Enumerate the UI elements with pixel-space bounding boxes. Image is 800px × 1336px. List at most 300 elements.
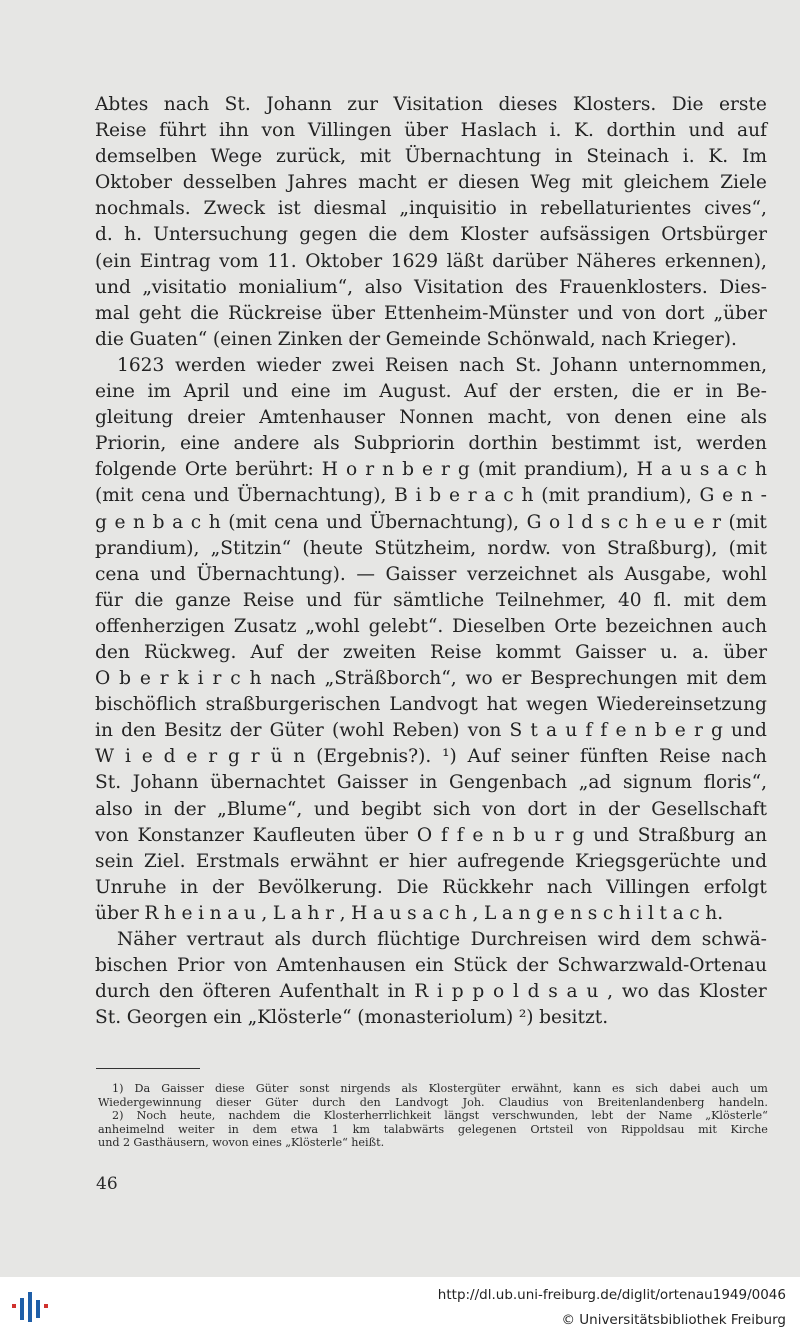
footnote-word: Gaisser (161, 1082, 204, 1095)
body-text-word: Zusatz (233, 615, 297, 637)
body-text-word: Kloster (698, 981, 767, 1003)
body-text-word: Kriegsgerüchte (574, 850, 721, 872)
footnote-line (98, 1123, 768, 1137)
body-text-word: von (622, 302, 656, 324)
body-text-word: Gaisser (336, 772, 408, 794)
body-text-word: n (634, 720, 647, 742)
body-text-word: andere (233, 433, 300, 455)
body-text-word: von (482, 798, 516, 820)
body-text-word: Auf (250, 641, 283, 663)
body-text-word: r (212, 668, 222, 690)
body-text-word: b (402, 459, 414, 481)
body-text-word: Visitation (393, 94, 484, 115)
body-text-word: und (313, 798, 350, 820)
body-text-word: Eintrag (139, 250, 211, 272)
body-text-word: h (163, 902, 176, 924)
body-text-line (95, 196, 767, 222)
body-text-word: den (121, 720, 156, 742)
footnote-word: Joh. (462, 1095, 485, 1109)
body-text-word: Orte (184, 459, 228, 481)
body-text-word: dort (665, 302, 705, 324)
body-text-word: Die (396, 876, 429, 898)
body-text-word: e (693, 511, 705, 533)
body-text-word: signum (622, 772, 692, 794)
body-text-word: (heute (302, 537, 364, 559)
footnote-word: es (612, 1082, 625, 1095)
body-text-word: Stück (453, 955, 508, 977)
body-text-word: wo (465, 668, 493, 690)
body-text-word: als (740, 407, 767, 429)
body-text-word: (mit (541, 485, 580, 507)
body-text-word: durch (311, 929, 367, 950)
body-text-word: ganze (175, 589, 231, 611)
body-text-word: 40 (617, 589, 642, 611)
body-text-word: Ettenheim-Münster (384, 302, 569, 324)
body-text-word: Wege (210, 146, 263, 168)
body-text-word: r (693, 720, 703, 742)
body-text-word: Schwarzwald-Ortenau (557, 955, 767, 977)
body-text-word: Oktober (305, 250, 383, 272)
body-text-word: f (585, 720, 593, 742)
body-text-word: e (186, 746, 198, 768)
footnote-word: Güter (255, 1082, 289, 1095)
body-text-word: i (197, 668, 204, 690)
body-text-word: n (382, 459, 395, 481)
body-text-line (95, 849, 767, 875)
body-text-word: Johann (132, 772, 199, 794)
body-text-word: Unruhe (95, 876, 167, 898)
body-text-word: Reben) (392, 720, 460, 742)
footnote-word: talabwärts (383, 1122, 445, 1136)
body-text-word: Abtes (95, 94, 149, 115)
body-text-word: cena (95, 563, 140, 585)
body-text-word: Die (671, 94, 704, 115)
body-text-word: ihn (218, 120, 249, 142)
body-text-word: mit (581, 172, 613, 194)
body-text-word: St. (95, 1007, 122, 1029)
body-text-word: u (586, 981, 599, 1003)
body-text-word: Steinach (586, 146, 670, 168)
body-text-word: wo (621, 981, 649, 1003)
body-text-word: Aufenthalt (279, 981, 379, 1003)
body-text-word: führt (159, 120, 207, 142)
body-text-line (95, 431, 767, 457)
body-text-line (95, 536, 767, 562)
body-text-word: Übernachtung), (236, 485, 387, 507)
body-text-word: und (731, 850, 767, 872)
body-text-word: auch (721, 615, 767, 637)
footnote-word: den (359, 1095, 381, 1109)
body-text-word: diesen (458, 172, 520, 194)
footnote-word: 1) (112, 1082, 124, 1095)
body-text-word: als (587, 563, 615, 585)
body-text-word: Ziel. (143, 850, 186, 872)
body-text-word: über (723, 641, 767, 663)
body-text-word: diesmal (313, 198, 387, 220)
body-text-word: zweiten (342, 641, 416, 663)
body-text-word: als (274, 929, 302, 950)
body-text-word: e (655, 511, 667, 533)
body-text-word: für (353, 589, 382, 611)
footnote-word: „Klösterle“ (705, 1109, 768, 1123)
body-text-word: Dies- (719, 276, 767, 298)
footnote-word: gelegenen (457, 1122, 517, 1136)
body-text-word: prandium), (587, 485, 692, 507)
footnote-word: sich (635, 1082, 659, 1095)
body-text-word: Dieselben (452, 615, 546, 637)
body-text-word: n (133, 511, 146, 533)
body-text-word: b (152, 511, 165, 533)
body-text-word: verzeichnet (466, 563, 577, 585)
body-text-word: t (530, 720, 538, 742)
body-text-word: zurück, (275, 146, 347, 168)
body-text-word: i. (682, 146, 695, 168)
body-text-word: des (515, 276, 548, 298)
body-text-word: übernachtet (210, 772, 326, 794)
body-text-word: April (183, 381, 230, 403)
body-text-word: u (673, 511, 686, 533)
body-text-word: Teilnehmer, (495, 589, 607, 611)
body-text-word: über (404, 120, 449, 142)
body-text-word: e (722, 485, 734, 507)
body-text-line (95, 327, 767, 353)
body-text-word: hat (486, 694, 518, 716)
body-text-word: g (95, 511, 107, 533)
body-text-word: p (451, 981, 464, 1003)
body-text-word: n (570, 902, 583, 924)
body-text-word: h (208, 511, 221, 533)
body-text-word: (mit (228, 511, 267, 533)
body-text-line (95, 222, 767, 248)
footnote-word: eines (252, 1136, 282, 1150)
body-text-word: „Blume“, (217, 798, 303, 820)
footnote-word: auch (711, 1082, 739, 1095)
footnote-word: dieser (215, 1095, 251, 1109)
body-text-word: H (636, 459, 653, 481)
body-text-word: Übernachtung). (196, 563, 346, 585)
body-text-word: r (325, 902, 334, 924)
body-text-word: a (717, 459, 729, 481)
body-text-word: r (250, 746, 260, 768)
body-text-word: die (95, 328, 124, 350)
body-text-line (95, 927, 767, 953)
body-text-word: (mit (95, 485, 134, 507)
body-text-word: Erstmals (195, 850, 280, 872)
footnote-word: Noch (136, 1109, 167, 1123)
body-text-word: (Ergebnis?). (316, 746, 432, 768)
body-text-word: vertraut (186, 929, 264, 950)
body-text-word: Be- (735, 381, 767, 403)
body-text-word: g (536, 902, 549, 924)
body-text-word: Stützheim, (374, 537, 477, 559)
body-text-word: fünften (580, 746, 649, 768)
body-text-word: erfolgt (703, 876, 767, 898)
body-text-word: also (364, 276, 403, 298)
body-text-word: h (307, 902, 320, 924)
body-text-word: die (134, 589, 164, 611)
body-text-word: H (321, 459, 339, 481)
body-text-word: nochmals. (95, 198, 191, 220)
footnote-word: längst (444, 1109, 480, 1123)
body-text-word: und (688, 120, 725, 142)
body-text-word: Auf (464, 381, 497, 403)
body-text-word: Besprechungen (530, 668, 678, 690)
body-text-word: erkennen), (664, 250, 767, 272)
body-text-line (95, 379, 767, 405)
body-text-word: r (712, 511, 721, 533)
body-text-word: i (415, 485, 422, 507)
body-text-word: der (212, 876, 244, 898)
body-text-word: der (508, 381, 541, 403)
body-text-word: u (565, 720, 578, 742)
body-text-word: St. (224, 94, 251, 115)
body-text-word: a (372, 902, 384, 924)
body-text-word: Reise (659, 746, 711, 768)
body-text-word: Konstanzer (137, 824, 244, 846)
body-text-word: b (119, 668, 132, 690)
body-text-word: flüchtige (377, 929, 461, 950)
footnote-word: handeln. (718, 1095, 768, 1109)
footnote-word: anheimelnd (98, 1122, 165, 1136)
body-text-word: H (351, 902, 368, 924)
body-text-word: R (144, 902, 159, 924)
footer-copyright: © Universitätsbibliothek Freiburg (561, 1312, 786, 1328)
body-text-word: ist (277, 198, 301, 220)
footnote-word: diese (214, 1082, 245, 1095)
body-text-word: ü (270, 746, 283, 768)
body-text-word: unternommen, (628, 354, 767, 376)
body-text-word: K. (708, 146, 729, 168)
body-text-word: , (607, 981, 614, 1003)
body-text-line (95, 797, 767, 823)
body-text-word: , (339, 902, 346, 924)
body-text-word: geht (138, 302, 182, 324)
body-text-word: gegen (299, 224, 358, 246)
body-text-word: d (581, 511, 594, 533)
body-text-word: berührt: (235, 459, 314, 481)
body-text-line (95, 92, 767, 118)
body-text-word: „visitatio (142, 276, 227, 298)
footnote-word: Breitenlandenberg (597, 1095, 705, 1109)
footnote-word: Claudius (498, 1095, 549, 1109)
body-text-word: Subpriorin (353, 433, 455, 455)
body-text-word: cives“, (704, 198, 767, 220)
footnote-word: Ortsteil (530, 1122, 574, 1136)
ub-freiburg-logo-icon (10, 1290, 50, 1324)
body-text-word: Zinken (277, 328, 343, 350)
body-text-word: dem (726, 589, 767, 611)
body-text-word: gleitung (95, 407, 174, 429)
body-text-word: offenherzigen (95, 615, 225, 637)
body-text-word: gelebt“. (368, 615, 444, 637)
body-text-word: für (95, 589, 123, 611)
body-text-word: von (566, 407, 601, 429)
body-text-word: a (660, 459, 672, 481)
body-text-word: eine (290, 381, 331, 403)
footnote-line (98, 1136, 768, 1150)
body-text-word: Rückkehr (442, 876, 534, 898)
body-text-word: Haslach (460, 120, 537, 142)
body-text-word: bestimmt (551, 433, 640, 455)
body-text-word: Oktober (95, 172, 172, 194)
body-text-word: dreier (187, 407, 245, 429)
body-text-word: Rückreise (228, 302, 323, 324)
body-text-word: vom (219, 250, 259, 272)
body-text-word: h (454, 902, 467, 924)
body-text-word: dieses (498, 94, 558, 115)
body-text-word: h. (124, 224, 142, 246)
body-text-word: , (261, 902, 268, 924)
body-text-word: „über (713, 302, 767, 324)
body-text-word: ²) (518, 1007, 534, 1029)
footnote-word: und (98, 1136, 120, 1150)
body-text-word: h (635, 511, 648, 533)
body-text-word: a (566, 981, 578, 1003)
footnote-word: nachdem (228, 1109, 281, 1123)
body-text-word: eine (95, 381, 135, 403)
body-text-word: desselben (182, 172, 277, 194)
footnotes (98, 1082, 768, 1150)
body-text-word: O (416, 824, 433, 846)
body-text-word: n (293, 746, 306, 768)
body-text-line (95, 640, 767, 666)
body-text-word: Bevölkerung. (257, 876, 383, 898)
body-text-word: erwähnt (289, 850, 369, 872)
body-text-word: o (346, 459, 358, 481)
body-text-word: dorthin (468, 433, 538, 455)
footnote-word: sonst (299, 1082, 330, 1095)
body-text-word: nach (163, 94, 210, 115)
body-text-word: h (249, 668, 262, 690)
body-text-word: b (654, 720, 667, 742)
body-text-word: Durchreisen (470, 929, 588, 950)
body-text-line (95, 562, 767, 588)
body-text-word: nach (459, 354, 505, 376)
body-text-word: Übernachtung (404, 146, 541, 168)
body-text-word: G (526, 511, 542, 533)
body-text-word: (monasteriolum) (357, 1007, 514, 1029)
body-text-word: R (414, 981, 429, 1003)
body-text-word: Gengenbach (448, 772, 568, 794)
body-text-word: er (673, 381, 693, 403)
body-text-word: n (740, 485, 753, 507)
body-text-word: Landvogt (389, 694, 478, 716)
body-text-word: e (422, 459, 434, 481)
body-text-word: e (114, 511, 126, 533)
body-text-word: n (209, 902, 222, 924)
footnote-word: dabei (669, 1082, 701, 1095)
body-text-word: l (512, 981, 519, 1003)
body-text-word: ¹) (442, 746, 457, 768)
body-text-word: Orte (554, 615, 597, 637)
body-text-word: Straßburg (637, 824, 736, 846)
body-text-word: in (387, 981, 406, 1003)
body-text-word: b (513, 824, 525, 846)
body-text-line (95, 170, 767, 196)
footnote-word: Klosterherrlichkeit (323, 1109, 432, 1123)
body-text-word: zur (347, 94, 378, 115)
body-text-word: r (208, 746, 218, 768)
body-text-line (95, 1005, 767, 1031)
body-text-word: Schönwald, (486, 328, 596, 350)
body-text-line (95, 353, 767, 379)
body-text-word: f (600, 720, 608, 742)
footnote-word: wovon (212, 1136, 249, 1150)
body-text-word: f (456, 824, 464, 846)
footnote-word: dem (252, 1122, 278, 1136)
footnote-word: um (750, 1082, 768, 1095)
body-text-word: s (548, 981, 558, 1003)
body-text-word: und (326, 511, 363, 533)
body-text-word: g (710, 720, 723, 742)
body-text-word: im (343, 381, 367, 403)
body-text-word: und (150, 563, 186, 585)
body-text-word: a (227, 902, 239, 924)
body-text-word: Güter (269, 720, 324, 742)
body-text-word: darüber (492, 250, 568, 272)
body-text-word: e (141, 746, 153, 768)
body-text-word: aufsässigen (539, 224, 650, 246)
body-text-word: Ziele (720, 172, 767, 194)
footnote-word: Gasthäusern, (133, 1136, 209, 1150)
body-text-word: der (229, 720, 262, 742)
body-text-line (95, 405, 767, 431)
body-text-word: aufregende (457, 850, 565, 872)
body-text-word: hier (408, 850, 447, 872)
body-text-word: Gesellschaft (651, 798, 767, 820)
body-text-word: Rückweg. (144, 641, 237, 663)
body-text-word: e (553, 902, 565, 924)
body-text-word: K. (574, 120, 594, 142)
footnote-word: durch (312, 1095, 346, 1109)
body-text-word: also (95, 798, 133, 820)
body-text-word: 1629 (390, 250, 439, 272)
footnote-word: heißt. (351, 1136, 385, 1150)
body-text-line (95, 875, 767, 901)
body-text-word: Übernachtung), (369, 511, 519, 533)
body-text-word: d. (95, 224, 113, 246)
body-text-line (95, 301, 767, 327)
body-text-word: Reise (242, 589, 295, 611)
body-text-line (95, 744, 767, 770)
footer-url[interactable]: http://dl.ub.uni-freiburg.de/diglit/ortenau1949/0046 (437, 1287, 786, 1303)
body-text-word: straßburgerischen (205, 694, 381, 716)
body-text-word: a (546, 720, 558, 742)
body-text-word: er (427, 172, 448, 194)
body-text-word: in (144, 798, 163, 820)
body-text-word: ersten, (553, 381, 620, 403)
body-text-word: h (521, 485, 534, 507)
body-text-word: bischen (95, 955, 168, 977)
footnote-word: kann (573, 1082, 601, 1095)
body-text-word: Villingen (606, 876, 690, 898)
body-text-word: der (607, 798, 640, 820)
body-text-word: mit (683, 589, 715, 611)
footnote-word: Name (658, 1109, 693, 1123)
body-text-word: „Klösterle“ (247, 1007, 352, 1029)
body-text-word: u (389, 902, 402, 924)
body-text-word: l (567, 511, 574, 533)
body-text-word: „Stitzin“ (210, 537, 292, 559)
body-text-word: in (578, 798, 597, 820)
footnote-word: etwa (290, 1122, 319, 1136)
body-text-word: W (95, 746, 115, 768)
body-text-line (95, 979, 767, 1005)
body-text-word: in (95, 720, 113, 742)
body-text-line (95, 588, 767, 614)
footnote-word: 1 (331, 1122, 339, 1136)
body-text-word: der (173, 798, 206, 820)
